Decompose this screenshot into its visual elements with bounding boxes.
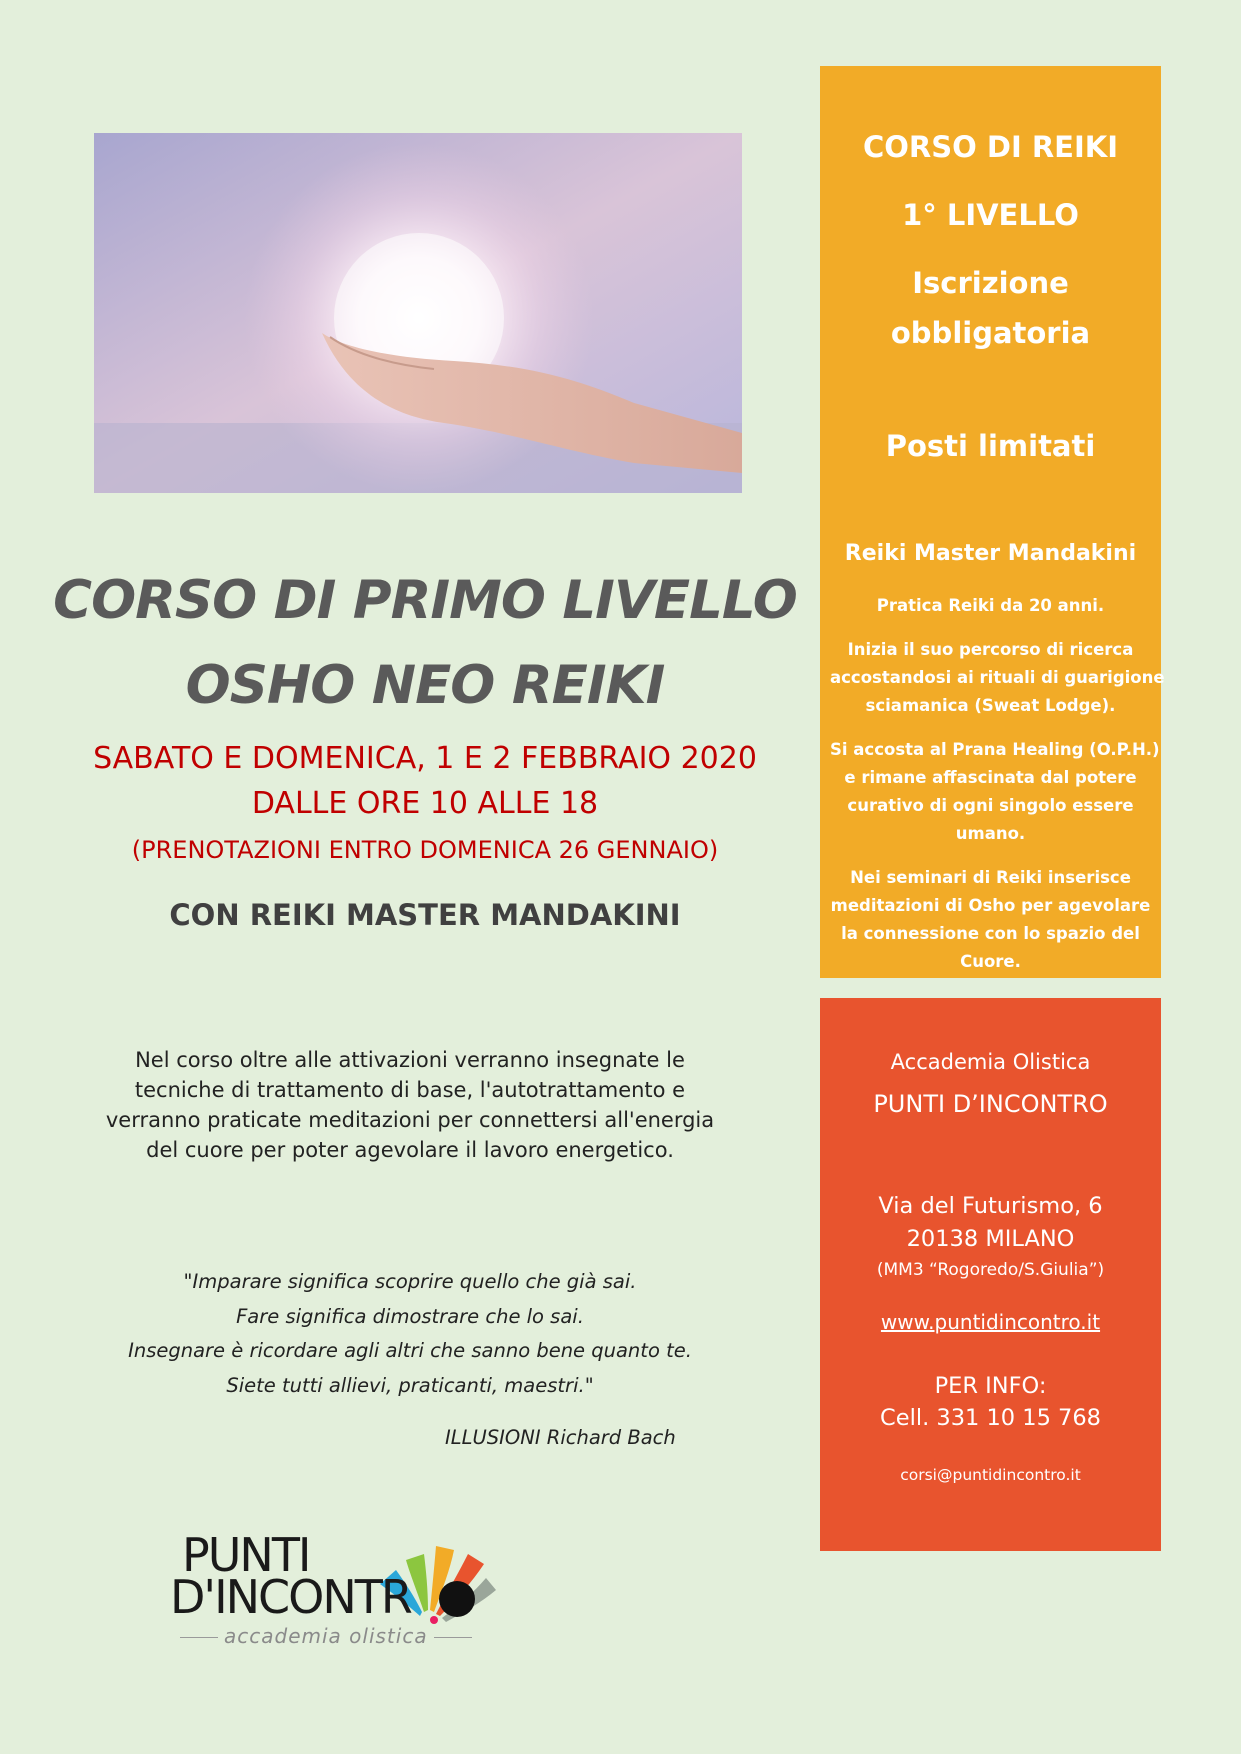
- logo-dot-icon: [438, 1580, 476, 1618]
- main-title-line1: CORSO DI PRIMO LIVELLO: [53, 570, 797, 631]
- bio-line: Cuore.: [960, 952, 1021, 971]
- quote-line: Insegnare è ricordare agli altri che sanno bene quanto te.: [128, 1339, 692, 1362]
- master-bio-paragraph: [830, 864, 1151, 976]
- master-bio-paragraph: [830, 636, 1165, 720]
- description-line: Nel corso oltre alle attivazioni verranno insegnate le: [135, 1048, 685, 1072]
- email-address: corsi@puntidincontro.it: [900, 1466, 1081, 1484]
- panel-heading-level: 1° LIVELLO: [902, 198, 1079, 232]
- bio-line: Nei seminari di Reiki inserisce: [850, 868, 1131, 887]
- time-line: DALLE ORE 10 ALLE 18: [251, 786, 599, 821]
- website-link[interactable]: www.puntidincontro.it: [880, 1310, 1101, 1334]
- course-info-panel: [820, 66, 1165, 978]
- contact-panel: [820, 998, 1161, 1551]
- logo-subtitle: accademia olistica: [174, 1624, 474, 1648]
- phone-number: Cell. 331 10 15 768: [880, 1405, 1101, 1431]
- description-line: del cuore per poter agevolare il lavoro energetico.: [146, 1138, 674, 1162]
- teacher-line: CON REIKI MASTER MANDAKINI: [169, 898, 681, 932]
- panel-heading-limited-seats: Posti limitati: [885, 429, 1096, 463]
- quote-line: Fare significa dimostrare che lo sai.: [236, 1304, 584, 1328]
- master-title: Reiki Master Mandakini: [844, 541, 1137, 566]
- logo-text-line2: D'INCONTR: [170, 1570, 411, 1624]
- bio-line: la connessione con lo spazio del: [841, 924, 1140, 943]
- bio-line: meditazioni di Osho per agevolare: [830, 896, 1151, 915]
- quote-line: Siete tutti allievi, praticanti, maestri.": [226, 1373, 594, 1397]
- master-bio-paragraph: [830, 736, 1160, 848]
- date-line: SABATO E DOMENICA, 1 E 2 FEBBRAIO 2020: [93, 741, 757, 776]
- main-title-line2: OSHO NEO REIKI: [185, 655, 665, 716]
- metro-info: (MM3 “Rogoredo/S.Giulia”): [876, 1260, 1105, 1280]
- description-line: verranno praticate meditazioni per connettersi all'energia: [105, 1108, 715, 1132]
- quote-author: ILLUSIONI Richard Bach: [445, 1426, 676, 1449]
- org-name: Accademia Olistica: [890, 1050, 1091, 1074]
- info-label: PER INFO:: [934, 1373, 1047, 1399]
- bio-line: e rimane affascinata dal potere: [844, 768, 1137, 787]
- bio-line: accostandosi ai rituali di guarigione: [830, 668, 1165, 687]
- bio-line: sciamanica (Sweat Lodge).: [865, 696, 1116, 715]
- bio-line: Si accosta al Prana Healing (O.P.H.): [830, 740, 1160, 759]
- quote-line: "Imparare significa scoprire quello che già sai.: [183, 1270, 637, 1293]
- bio-line: umano.: [955, 824, 1026, 843]
- address-city: 20138 MILANO: [906, 1226, 1075, 1252]
- description-line: tecniche di trattamento di base, l'autotrattamento e: [134, 1078, 686, 1102]
- panel-heading-course: CORSO DI REIKI: [862, 130, 1119, 164]
- website-link-wrapper: [820, 1310, 1161, 1334]
- panel-heading-mandatory: obbligatoria: [890, 316, 1091, 350]
- address-street: Via del Futurismo, 6: [878, 1193, 1103, 1219]
- bio-line: Pratica Reiki da 20 anni.: [876, 596, 1105, 615]
- hero-image: [94, 133, 742, 493]
- panel-heading-registration: Iscrizione: [912, 266, 1069, 300]
- hand-holding-glowing-orb-image: [94, 133, 742, 493]
- logo-text-line1: PUNTI: [182, 1528, 310, 1582]
- org-brand: PUNTI D’INCONTRO: [873, 1090, 1108, 1118]
- punti-dincontro-logo: [170, 1528, 490, 1648]
- booking-line: (PRENOTAZIONI ENTRO DOMENICA 26 GENNAIO): [131, 836, 719, 864]
- quote-block: [95, 1265, 725, 1403]
- master-bio-paragraph: [830, 592, 1151, 620]
- bio-line: Inizia il suo percorso di ricerca: [847, 640, 1134, 659]
- course-description: [95, 1045, 725, 1165]
- bio-line: curativo di ogni singolo essere: [847, 796, 1134, 815]
